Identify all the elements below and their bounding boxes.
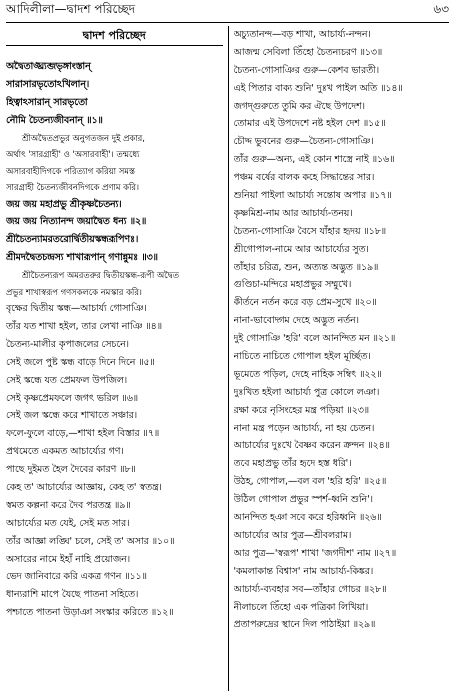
verse-line: তোমার এই উপদেশে নষ্ট হইল দেশ ॥১৫॥ — [233, 118, 386, 130]
verse-line: বৃক্ষের দ্বিতীয় স্কন্ধ—আচার্য্য গোসাঞি। — [6, 303, 147, 315]
translation-line: সারগ্রাহী চৈতন্যজীবনদিগকে প্রণাম করি। — [6, 182, 139, 193]
verse-line: আচার্য্য-ব্যবহার সব—তাঁহার গোচর ॥২৮॥ — [233, 583, 387, 595]
verse-line: আচার্য্যের দুঃখে বৈষ্ণব করেন ক্রন্দন ॥২৪॥ — [233, 440, 390, 452]
verse-line: নানা মন্ত্র পড়েন আচার্য্য, না হয় চেতন। — [233, 422, 375, 434]
verse-line: চৈতন্য-মালীর কৃপাজলের সেচনে। — [6, 338, 129, 350]
verse-line: তাঁহার চরিত্র, শুন, অত্যন্ত অদ্ভুত ॥১৯॥ — [233, 261, 379, 273]
verse-line: উঠিল গোপাল প্রভুর স্পর্শ-ধ্বনি শুনি'। — [233, 494, 373, 506]
verse-line: চৈতন্য-গোসাঞি বৈসে যাঁহার হৃদয় ॥১৮॥ — [233, 225, 387, 237]
verse-line: তাঁর যত শাখা হইল, তার লেখা নাঞি ॥৪॥ — [6, 321, 162, 333]
sanskrit-verse-line: সারাসারভৃতোঽখিলান্। — [6, 78, 90, 90]
verse-line: অচ্যুতানন্দ—বড় শাখা, আচার্য্য-নন্দন। — [233, 29, 371, 40]
page-number: ৬৩ — [433, 2, 449, 16]
text-columns — [6, 26, 449, 691]
verse-line: চৌদ্দ ভুবনের গুরু—চৈতন্য-গোসাঞি। — [233, 136, 374, 148]
verse-line: আজন্ম সেবিলা তিঁহো চৈতন্যচরণ ॥১৩॥ — [233, 46, 383, 58]
verse-line: জগদ্গুরুতে তুমি কর ঐছে উপদেশ। — [233, 100, 365, 112]
verse-line: গুণ্ডিচা-মন্দিরে মহাপ্রভুর সম্মুখে। — [233, 279, 352, 291]
verse-line: আচার্য্যের মত যেই, সেই মত সার। — [6, 517, 130, 529]
verse-line: তাঁর গুরু—অন্য, এই কোন শাস্ত্রে নাই ॥১৬॥ — [233, 154, 395, 166]
verse-line: ফলে-ফুলে বাড়ে,—শাখা হইল বিস্তার ॥৭॥ — [6, 428, 160, 440]
verse-line: স্বমত কল্পনা করে দৈব পরতন্ত্র ॥৯॥ — [6, 499, 131, 511]
sanskrit-verse-line: হিত্বাঽসারান্ সারভৃতো — [6, 96, 88, 108]
verse-line: নাচিতে নাচিতে গোপাল হইল মূর্চ্ছিত। — [233, 351, 371, 363]
verse-line: দুঃখিত হইলা আচার্য্য পুত্র কোলে লঞা। — [233, 386, 380, 398]
verse-line: চৈতন্য-গোসাঞির গুরু—কেশব ভারতী। — [233, 64, 380, 76]
translation-line: অর্থাৎ 'সারগ্রাহী' ও 'অসারবাহী'। তন্মধ্যে — [6, 149, 140, 160]
sanskrit-verse-line: শ্রীচৈতন্যামরতরোর্দ্বিতীয়স্কন্ধরূপিণঃ। — [6, 234, 139, 246]
verse-line: শুনিয়া পাইলা আচার্য্য সন্তোষ অপার ॥১৭॥ — [233, 190, 392, 202]
verse-line: নীলাচলে তিঁহো এক পত্রিকা লিখিয়া। — [233, 601, 369, 613]
verse-line: রক্ষা করে নৃসিংহের মন্ত্র পড়িয়া ॥২৩॥ — [233, 404, 370, 416]
verse-line: নানা-ভাবোদ্গম দেহে অদ্ভুত নর্তন। — [233, 315, 359, 327]
verse-line: দুই গোসাঞি 'হরি' বলে আনন্দিত মন ॥২১॥ — [233, 333, 396, 345]
verse-line: এই পিতার বাক্য শুনি' দুঃখ পাইল অতি ॥১৪॥ — [233, 82, 403, 94]
verse-line: উঠহ, গোপাল,—বল বল 'হরি হরি' ॥২৫॥ — [233, 476, 387, 488]
translation-line: অসারবাহীদিগকে পরিত্যাগ করিয়া সমস্ত — [6, 165, 135, 176]
right-column — [228, 26, 450, 691]
sanskrit-verse-line: নৌমি চৈতন্যজীবনান্ ॥১॥ — [6, 114, 103, 126]
verse-line: পাছে দুইমত হৈল দৈবের কারণ ॥৮॥ — [6, 464, 136, 476]
verse-line: সেই জলে পুষ্ট স্কন্ধ বাড়ে দিনে দিনে ॥৫॥ — [6, 356, 155, 368]
translation-line: শ্রীঅদ্বৈতপ্রভুর অনুগতজন দুই প্রকার, — [22, 132, 145, 143]
sanskrit-verse-line: শ্রীমদদ্বৈতচন্দ্রস্য শাখারূপান্ গণান্নুমঃ ॥৩॥ — [6, 252, 158, 264]
verse-line: আচার্য্যের আর পুত্র—শ্রীবলরাম। — [233, 529, 352, 541]
verse-line: সেই কৃষ্ণপ্রেমফলে জগৎ ভরিল ॥৬॥ — [6, 392, 139, 404]
verse-line: আনন্দিত হঞা সবে করে হরিধ্বনি ॥২৬॥ — [233, 512, 382, 524]
verse-line: জয় জয় মহাপ্রভু শ্রীকৃষ্ণচৈতন্য। — [6, 198, 122, 210]
verse-line: পঞ্চম বর্ষের বালক কহে সিদ্ধান্তের সার। — [233, 172, 375, 184]
verse-line: আর পুত্র—'স্বরূপ' শাখা 'জগদীশ' নাম ॥২৭॥ — [233, 547, 397, 559]
verse-line: ধান্যরাশি মাপে যৈছে পাতনা সহিতে। — [6, 589, 139, 601]
verse-line: সেই জল স্কন্ধে করে শাখাতে সঞ্চার। — [6, 410, 138, 422]
verse-line: জয় জয় নিত্যানন্দ জয়াদ্বৈত ধন্য ॥২॥ — [6, 216, 147, 228]
sanskrit-verse-line: অদ্বৈতাঙ্ঘ্র্যব্জভৃঙ্গাংস্তান্ — [6, 61, 91, 72]
verse-line: শ্রীগোপাল-নামে আর আচার্য্যের সুত। — [233, 243, 369, 255]
running-header — [6, 0, 449, 23]
verse-line: সেই স্কন্ধে যত প্রেমফল উপজিল। — [6, 374, 128, 386]
verse-line: তাঁর আজ্ঞা লঙ্ঘি' চলে, সেই ত' অসার ॥১০॥ — [6, 535, 175, 547]
translation-line: শ্রীচৈতন্যরূপ অমরতরুর দ্বিতীয়স্কন্ধ-রূপী অদ্বৈত — [22, 270, 179, 281]
verse-line: প্রতাপরুদ্রের স্থানে দিল পাঠাইয়া ॥২৯॥ — [233, 619, 376, 631]
verse-line: কেহ ত' আচার্য্যের আজ্ঞায়, কেহ ত' স্বতন্ত্র। — [6, 482, 162, 494]
verse-line: ভূমেতে পড়িল, দেহে নাহিক সম্বিৎ ॥২২॥ — [233, 368, 382, 380]
verse-line: কীর্তনে নর্তন করে বড় প্রেম-সুখে ॥২০॥ — [233, 297, 377, 309]
header-chapter-title: আদিলীলা—দ্বাদশ পরিচ্ছেদ — [6, 2, 136, 16]
verse-line: তবে মহাপ্রভু তাঁর হৃদে হস্ত ধরি'। — [233, 458, 352, 470]
verse-line: ভেদ জানিবারে করি একত্র গণন ॥১১॥ — [6, 571, 147, 583]
chapter-title: দ্বাদশ পরিচ্ছেদ — [6, 26, 223, 46]
verse-line: 'কমলাকান্ত বিশ্বাস' নাম আচার্য্য-কিঙ্কর। — [233, 565, 374, 577]
verse-line: কৃষ্ণমিশ্র-নাম আর আচার্য্য-তনয়। — [233, 207, 353, 219]
translation-line: প্রভুর শাখাস্বরূপ গণসকলকে নমস্কার করি। — [6, 286, 142, 297]
verse-line: পশ্চাতে পাতনা উড়াঞা সংস্কার করিতে ॥১২॥ — [6, 607, 174, 619]
verse-line: প্রথমেতে একমত আচার্য্যের গণ। — [6, 446, 124, 458]
verse-line: অসারের নামে ইহাঁ নাহি প্রয়োজন। — [6, 553, 131, 565]
left-column — [6, 26, 228, 691]
